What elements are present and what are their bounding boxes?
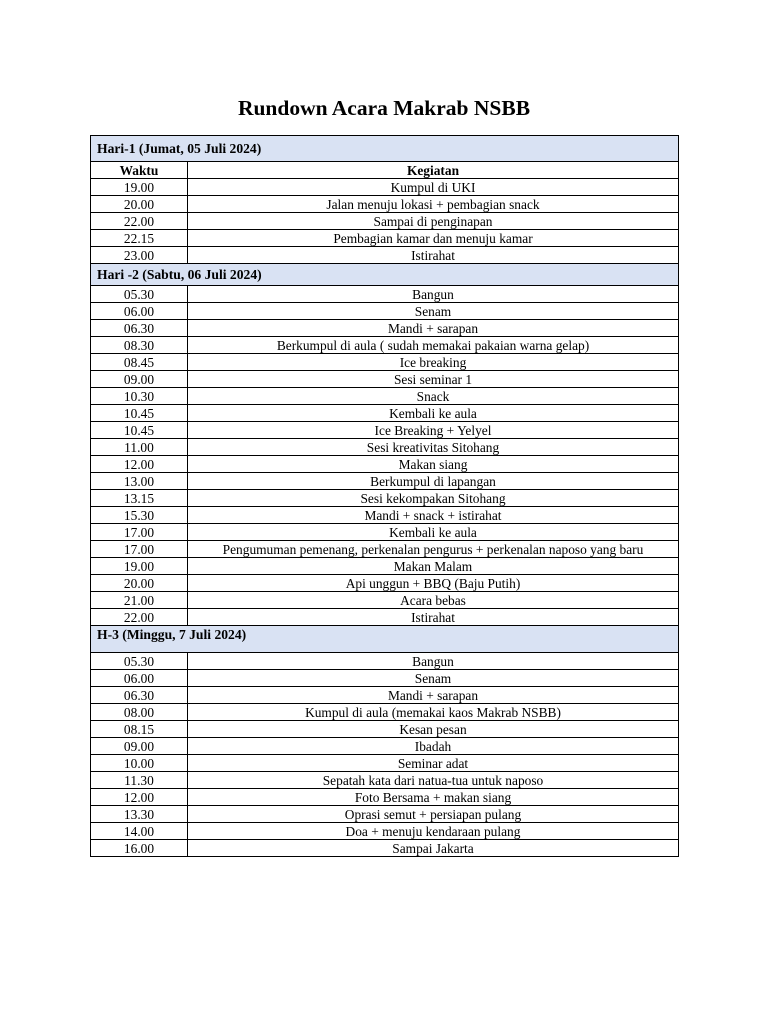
table-row [91, 490, 679, 507]
time-cell: 08.00 [91, 704, 188, 721]
activity-cell: Snack [188, 388, 679, 405]
time-cell: 17.00 [91, 541, 188, 558]
time-cell: 22.00 [91, 213, 188, 230]
time-cell: 21.00 [91, 592, 188, 609]
time-cell: 10.30 [91, 388, 188, 405]
table-row [91, 592, 679, 609]
time-cell: 22.00 [91, 609, 188, 626]
activity-cell: Sesi seminar 1 [188, 371, 679, 388]
table-row [91, 721, 679, 738]
activity-cell: Berkumpul di lapangan [188, 473, 679, 490]
time-cell: 11.00 [91, 439, 188, 456]
table-row [91, 371, 679, 388]
activity-cell: Makan Malam [188, 558, 679, 575]
table-row [91, 789, 679, 806]
activity-cell: Kembali ke aula [188, 524, 679, 541]
time-cell: 17.00 [91, 524, 188, 541]
activity-cell: Sampai di penginapan [188, 213, 679, 230]
table-row [91, 213, 679, 230]
table-row [91, 823, 679, 840]
day-header-row [91, 136, 679, 162]
day-header: H-3 (Minggu, 7 Juli 2024) [91, 626, 679, 653]
time-cell: 11.30 [91, 772, 188, 789]
table-row [91, 670, 679, 687]
activity-cell: Istirahat [188, 609, 679, 626]
time-cell: 14.00 [91, 823, 188, 840]
column-header-time: Waktu [91, 162, 188, 179]
time-cell: 08.30 [91, 337, 188, 354]
time-cell: 20.00 [91, 575, 188, 592]
activity-cell: Kembali ke aula [188, 405, 679, 422]
table-row [91, 247, 679, 264]
table-row [91, 653, 679, 670]
table-row [91, 388, 679, 405]
table-row [91, 507, 679, 524]
activity-cell: Ibadah [188, 738, 679, 755]
table-row [91, 303, 679, 320]
table-row [91, 840, 679, 857]
table-row [91, 320, 679, 337]
time-cell: 19.00 [91, 179, 188, 196]
table-row [91, 738, 679, 755]
table-row [91, 524, 679, 541]
activity-cell: Doa + menuju kendaraan pulang [188, 823, 679, 840]
activity-cell: Oprasi semut + persiapan pulang [188, 806, 679, 823]
table-row [91, 422, 679, 439]
time-cell: 08.45 [91, 354, 188, 371]
time-cell: 23.00 [91, 247, 188, 264]
table-row [91, 558, 679, 575]
time-cell: 06.30 [91, 320, 188, 337]
table-row [91, 609, 679, 626]
table-row [91, 456, 679, 473]
activity-cell: Kesan pesan [188, 721, 679, 738]
time-cell: 15.30 [91, 507, 188, 524]
activity-cell: Api unggun + BBQ (Baju Putih) [188, 575, 679, 592]
table-row [91, 755, 679, 772]
table-row [91, 806, 679, 823]
table-row [91, 230, 679, 247]
activity-cell: Acara bebas [188, 592, 679, 609]
time-cell: 10.00 [91, 755, 188, 772]
time-cell: 06.30 [91, 687, 188, 704]
activity-cell: Sepatah kata dari natua-tua untuk naposo [188, 772, 679, 789]
time-cell: 16.00 [91, 840, 188, 857]
table-row [91, 179, 679, 196]
activity-cell: Kumpul di UKI [188, 179, 679, 196]
activity-cell: Senam [188, 670, 679, 687]
time-cell: 05.30 [91, 286, 188, 303]
activity-cell: Ice Breaking + Yelyel [188, 422, 679, 439]
activity-cell: Berkumpul di aula ( sudah memakai pakaian warna gelap) [188, 337, 679, 354]
table-row [91, 772, 679, 789]
activity-cell: Pengumuman pemenang, perkenalan pengurus + perkenalan naposo yang baru [188, 541, 679, 558]
time-cell: 10.45 [91, 422, 188, 439]
activity-cell: Sesi kekompakan Sitohang [188, 490, 679, 507]
activity-cell: Pembagian kamar dan menuju kamar [188, 230, 679, 247]
rundown-table [90, 135, 679, 857]
time-cell: 13.00 [91, 473, 188, 490]
table-row [91, 286, 679, 303]
activity-cell: Mandi + sarapan [188, 687, 679, 704]
table-row [91, 704, 679, 721]
time-cell: 06.00 [91, 670, 188, 687]
activity-cell: Jalan menuju lokasi + pembagian snack [188, 196, 679, 213]
table-row [91, 439, 679, 456]
activity-cell: Bangun [188, 286, 679, 303]
table-row [91, 354, 679, 371]
column-header-row [91, 162, 679, 179]
activity-cell: Istirahat [188, 247, 679, 264]
activity-cell: Seminar adat [188, 755, 679, 772]
page-title: Rundown Acara Makrab NSBB [237, 96, 531, 120]
time-cell: 09.00 [91, 738, 188, 755]
day-header: Hari-1 (Jumat, 05 Juli 2024) [91, 136, 679, 162]
activity-cell: Makan siang [188, 456, 679, 473]
time-cell: 09.00 [91, 371, 188, 388]
activity-cell: Bangun [188, 653, 679, 670]
table-row [91, 541, 679, 558]
day-header-row [91, 264, 679, 286]
time-cell: 12.00 [91, 456, 188, 473]
table-row [91, 196, 679, 213]
time-cell: 13.30 [91, 806, 188, 823]
time-cell: 05.30 [91, 653, 188, 670]
table-row [91, 405, 679, 422]
table-row [91, 337, 679, 354]
time-cell: 10.45 [91, 405, 188, 422]
time-cell: 20.00 [91, 196, 188, 213]
time-cell: 06.00 [91, 303, 188, 320]
activity-cell: Ice breaking [188, 354, 679, 371]
time-cell: 12.00 [91, 789, 188, 806]
table-row [91, 575, 679, 592]
activity-cell: Sampai Jakarta [188, 840, 679, 857]
time-cell: 22.15 [91, 230, 188, 247]
activity-cell: Sesi kreativitas Sitohang [188, 439, 679, 456]
activity-cell: Foto Bersama + makan siang [188, 789, 679, 806]
activity-cell: Senam [188, 303, 679, 320]
activity-cell: Kumpul di aula (memakai kaos Makrab NSBB) [188, 704, 679, 721]
day-header-row [91, 626, 679, 653]
table-row [91, 687, 679, 704]
activity-cell: Mandi + snack + istirahat [188, 507, 679, 524]
table-row [91, 473, 679, 490]
time-cell: 19.00 [91, 558, 188, 575]
time-cell: 13.15 [91, 490, 188, 507]
day-header: Hari -2 (Sabtu, 06 Juli 2024) [91, 264, 679, 286]
column-header-activity: Kegiatan [188, 162, 679, 179]
activity-cell: Mandi + sarapan [188, 320, 679, 337]
time-cell: 08.15 [91, 721, 188, 738]
